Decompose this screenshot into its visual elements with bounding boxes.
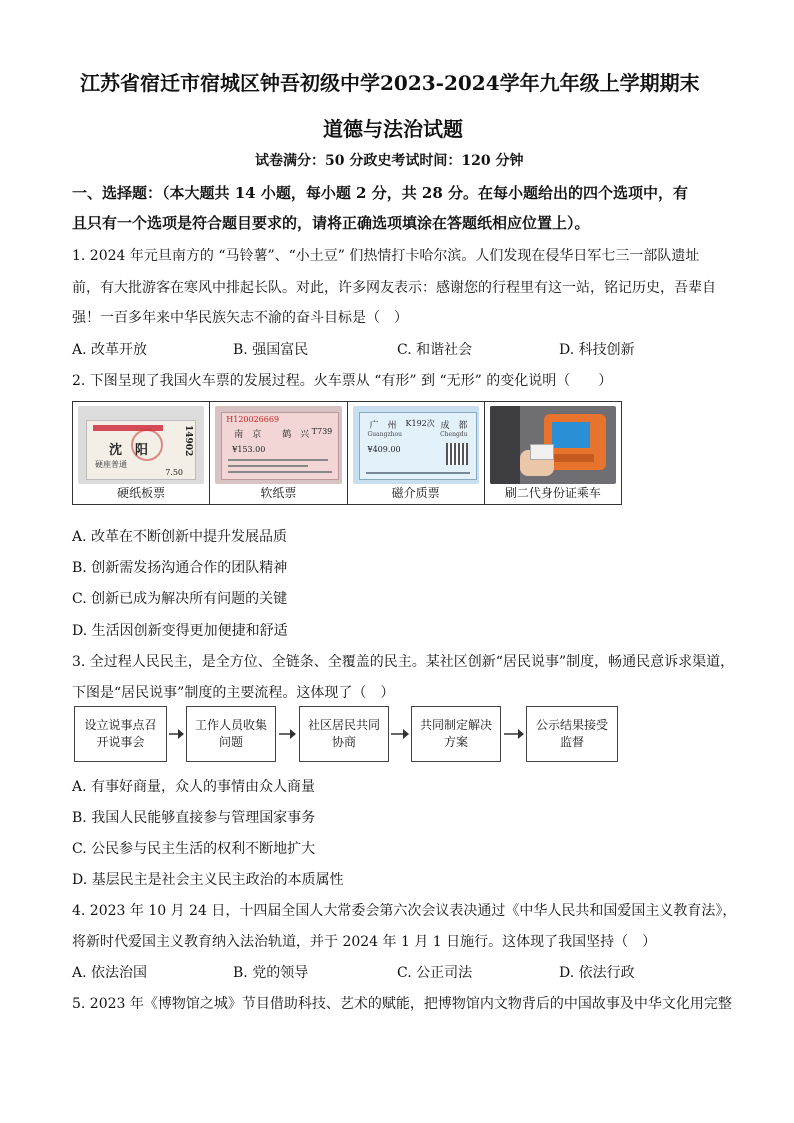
magnetic-ticket-from-pinyin: Guangzhou bbox=[367, 431, 402, 438]
arrow-right-icon bbox=[504, 728, 525, 740]
magnetic-ticket-image bbox=[353, 406, 479, 484]
section-heading: 一、选择题：（本大题共 14 小题，每小题 2 分，共 28 分。在每小题给出的四个选项中，有 bbox=[72, 184, 689, 202]
question-4-text-line2: 将新时代爱国主义教育纳入法治轨道，并于 2024 年 1 月 1 日施行。这体现了我国坚持（ ） bbox=[72, 934, 657, 950]
magnetic-ticket-price: ¥409.00 bbox=[367, 445, 401, 454]
ticket-cell-magnetic bbox=[348, 402, 485, 504]
q4-option-a: A. 依法治国 bbox=[72, 965, 148, 981]
question-3-text-line2: 下图是“居民说事”制度的主要流程。这体现了（ ） bbox=[72, 685, 395, 701]
ticket-caption: 磁介质票 bbox=[391, 486, 440, 500]
qr-code-icon bbox=[446, 443, 468, 465]
page-title-line2: 道德与法治试题 bbox=[323, 117, 463, 141]
hard-card-number: 14902 bbox=[183, 425, 193, 457]
question-5-text: 5. 2023 年《博物馆之城》节目借助科技、艺术的赋能，把博物馆内文物背后的中国故事及中华文化用完整 bbox=[72, 996, 732, 1012]
soft-paper-ticket-image bbox=[215, 406, 341, 484]
arrow-right-icon bbox=[391, 728, 410, 740]
soft-ticket-price: ¥153.00 bbox=[232, 445, 266, 454]
q4-option-c: C. 公正司法 bbox=[397, 965, 473, 981]
flow-step-3: 社区居民共同协商 bbox=[299, 706, 389, 762]
ticket-cell-id-card bbox=[485, 402, 621, 504]
flow-step-1: 设立说事点召开说事会 bbox=[74, 706, 167, 762]
flow-step-5: 公示结果接受监督 bbox=[526, 706, 618, 762]
section-heading-line2: 且只有一个选项是符合题目要求的，请将正确选项填涂在答题纸相应位置上）。 bbox=[72, 214, 590, 232]
q4-option-b: B. 党的领导 bbox=[233, 965, 309, 981]
ticket-caption: 刷二代身份证乘车 bbox=[504, 486, 601, 500]
flow-step-2: 工作人员收集问题 bbox=[186, 706, 276, 762]
magnetic-ticket-from: 广 州 bbox=[369, 421, 397, 431]
q3-option-a: A. 有事好商量，众人的事情由众人商量 bbox=[72, 779, 316, 795]
q3-option-d: D. 基层民主是社会主义民主政治的本质属性 bbox=[72, 872, 344, 888]
ticket-cell-soft-paper bbox=[210, 402, 347, 504]
hard-card-note: 硬座普通 bbox=[95, 460, 127, 469]
q2-option-b: B. 创新需发扬沟通合作的团队精神 bbox=[72, 560, 288, 576]
arrow-right-icon bbox=[169, 728, 185, 740]
ticket-caption: 软纸票 bbox=[260, 486, 297, 500]
q2-option-d: D. 生活因创新变得更加便捷和舒适 bbox=[72, 623, 288, 639]
magnetic-ticket-to: 成 都 bbox=[440, 421, 468, 431]
hard-card-station: 沈 阳 bbox=[109, 443, 149, 458]
question-3-text: 3. 全过程人民民主，是全方位、全链条、全覆盖的民主。某社区创新“居民说事”制度，畅通民意诉求渠道， bbox=[72, 654, 735, 670]
soft-ticket-train: T739 bbox=[311, 427, 333, 436]
question-4-text: 4. 2023 年 10 月 24 日，十四届全国人大常委会第六次会议表决通过《中华人民共和国爱国主义教育法》， bbox=[72, 903, 737, 919]
ticket-caption: 硬纸板票 bbox=[117, 486, 166, 500]
q1-option-c: C. 和谐社会 bbox=[397, 342, 473, 358]
q1-option-d: D. 科技创新 bbox=[559, 342, 635, 358]
q2-option-a: A. 改革在不断创新中提升发展品质 bbox=[72, 529, 288, 545]
magnetic-ticket-train: K192次 bbox=[405, 419, 435, 428]
soft-ticket-to: 鹤 兴 bbox=[282, 430, 310, 440]
question-1-text-line3: 强！一百多年来中华民族矢志不渝的奋斗目标是（ ） bbox=[72, 310, 408, 326]
q3-option-b: B. 我国人民能够直接参与管理国家事务 bbox=[72, 810, 316, 826]
q1-option-a: A. 改革开放 bbox=[72, 342, 148, 358]
ticket-cell-hard-card bbox=[73, 402, 210, 504]
magnetic-ticket-to-pinyin: Chengdu bbox=[440, 431, 468, 438]
soft-ticket-number: H120026669 bbox=[226, 415, 280, 424]
hard-card-ticket-image bbox=[78, 406, 204, 484]
arrow-right-icon bbox=[279, 728, 297, 740]
q1-option-b: B. 强国富民 bbox=[233, 342, 309, 358]
question-2-text: 2. 下图呈现了我国火车票的发展过程。火车票从 “有形” 到 “无形” 的变化说明（ ） bbox=[72, 373, 613, 389]
question-1-text: 1. 2024 年元旦南方的 “马铃薯”、“小土豆” 们热情打卡哈尔滨。人们发现在侵华日军七三一部队遗址 bbox=[72, 248, 700, 264]
stamp-mark bbox=[131, 429, 163, 461]
soft-ticket-from: 南 京 bbox=[234, 430, 262, 440]
id-card-gate-image bbox=[490, 406, 616, 484]
flow-step-4: 共同制定解决方案 bbox=[411, 706, 501, 762]
q4-option-d: D. 依法行政 bbox=[559, 965, 635, 981]
hard-card-price: 7.50 bbox=[165, 468, 183, 477]
question-1-text-line2: 前，有大批游客在寒风中排起长队。对此，许多网友表示：感谢您的行程里有这一站，铭记历史，吾辈自 bbox=[72, 280, 716, 296]
ticket-figure bbox=[72, 401, 622, 505]
q3-option-c: C. 公民参与民主生活的权利不断地扩大 bbox=[72, 841, 316, 857]
page-title: 江苏省宿迁市宿城区钟吾初级中学2023-2024学年九年级上学期期末 bbox=[80, 71, 700, 95]
exam-info: 试卷满分：50 分政史考试时间：120 分钟 bbox=[255, 153, 524, 169]
q2-option-c: C. 创新已成为解决所有问题的关键 bbox=[72, 591, 288, 607]
